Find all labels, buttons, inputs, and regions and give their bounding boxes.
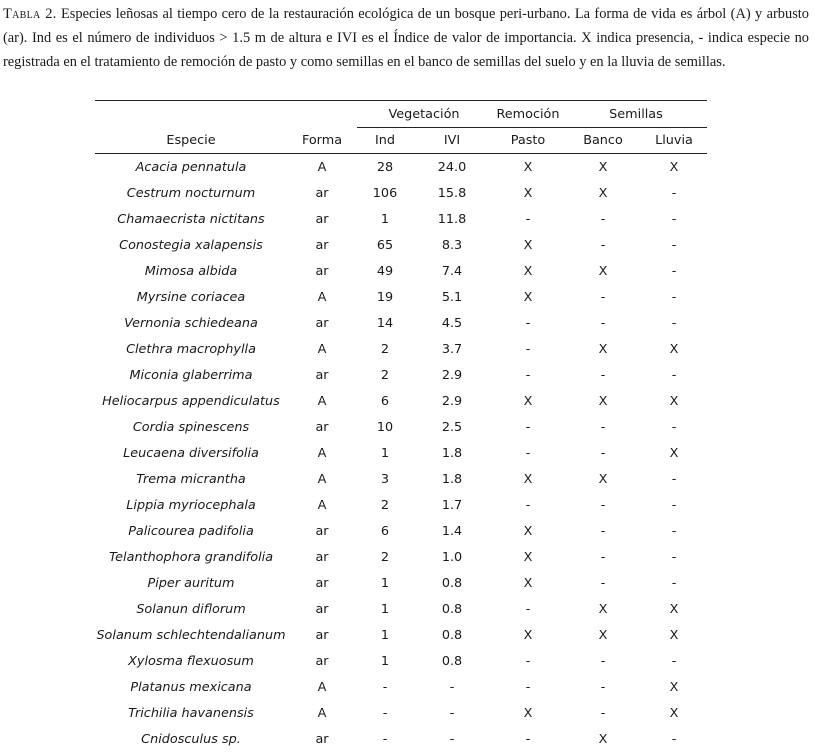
pasto-cell: - [491,492,565,518]
lluvia-cell: - [641,414,707,440]
banco-cell: X [565,466,641,492]
banco-cell: X [565,726,641,752]
table-row [95,414,707,440]
caption-label: Tabla 2. [3,6,57,22]
table-row [95,726,707,752]
ind-cell: 2 [357,544,413,570]
lluvia-cell: - [641,544,707,570]
lluvia-cell: X [641,336,707,362]
ind-cell: 28 [357,154,413,181]
lluvia-cell: - [641,726,707,752]
table-row [95,570,707,596]
table-row [95,674,707,700]
banco-cell: X [565,180,641,206]
table-row [95,284,707,310]
banco-cell: - [565,648,641,674]
ivi-cell: - [413,700,491,726]
forma-cell: ar [287,362,357,388]
forma-cell: A [287,336,357,362]
forma-cell: ar [287,310,357,336]
column-header-ivi: IVI [413,128,491,154]
ind-cell: 10 [357,414,413,440]
pasto-cell: - [491,336,565,362]
ind-cell: 19 [357,284,413,310]
forma-cell: ar [287,622,357,648]
banco-cell: - [565,544,641,570]
ivi-cell: 0.8 [413,648,491,674]
forma-cell: ar [287,206,357,232]
ivi-cell: 1.0 [413,544,491,570]
pasto-cell: - [491,362,565,388]
table-row [95,622,707,648]
species-cell: Chamaecrista nictitans [95,206,287,232]
lluvia-cell: - [641,466,707,492]
lluvia-cell: - [641,284,707,310]
table-row [95,596,707,622]
table-row [95,648,707,674]
table-row [95,544,707,570]
column-header-lluvia: Lluvia [641,128,707,154]
ivi-cell: 0.8 [413,622,491,648]
forma-cell: A [287,674,357,700]
lluvia-cell: - [641,570,707,596]
group-header-semillas: Semillas [565,101,707,128]
table-caption [3,2,809,74]
banco-cell: - [565,518,641,544]
table-row [95,492,707,518]
ivi-cell: 1.4 [413,518,491,544]
species-cell: Trichilia havanensis [95,700,287,726]
ivi-cell: 3.7 [413,336,491,362]
banco-cell: - [565,492,641,518]
forma-cell: ar [287,180,357,206]
ind-cell: 1 [357,206,413,232]
forma-cell: ar [287,648,357,674]
column-header-forma: Forma [287,128,357,154]
species-cell: Myrsine coriacea [95,284,287,310]
banco-cell: - [565,232,641,258]
species-cell: Solanun diflorum [95,596,287,622]
ind-cell: 3 [357,466,413,492]
banco-cell: - [565,570,641,596]
pasto-cell: X [491,284,565,310]
ind-cell: 106 [357,180,413,206]
ind-cell: - [357,674,413,700]
ivi-cell: 2.5 [413,414,491,440]
table-row [95,336,707,362]
lluvia-cell: - [641,492,707,518]
lluvia-cell: X [641,596,707,622]
species-cell: Telanthophora grandifolia [95,544,287,570]
forma-cell: ar [287,518,357,544]
pasto-cell: - [491,726,565,752]
ivi-cell: 7.4 [413,258,491,284]
pasto-cell: X [491,518,565,544]
species-cell: Platanus mexicana [95,674,287,700]
lluvia-cell: X [641,622,707,648]
pasto-cell: - [491,310,565,336]
pasto-cell: X [491,388,565,414]
forma-cell: ar [287,232,357,258]
forma-cell: ar [287,726,357,752]
lluvia-cell: X [641,388,707,414]
ind-cell: 1 [357,648,413,674]
lluvia-cell: - [641,648,707,674]
species-cell: Vernonia schiedeana [95,310,287,336]
ivi-cell: 11.8 [413,206,491,232]
column-header-banco: Banco [565,128,641,154]
ivi-cell: 0.8 [413,596,491,622]
lluvia-cell: X [641,674,707,700]
ind-cell: 6 [357,518,413,544]
ivi-cell: 0.8 [413,570,491,596]
banco-cell: - [565,674,641,700]
pasto-cell: X [491,258,565,284]
ind-cell: 14 [357,310,413,336]
ivi-cell: 1.7 [413,492,491,518]
species-cell: Heliocarpus appendiculatus [95,388,287,414]
forma-cell: A [287,284,357,310]
banco-cell: X [565,622,641,648]
species-cell: Cnidosculus sp. [95,726,287,752]
pasto-cell: - [491,440,565,466]
table-row [95,518,707,544]
table-row [95,466,707,492]
pasto-cell: X [491,700,565,726]
ind-cell: - [357,726,413,752]
pasto-cell: - [491,206,565,232]
species-cell: Acacia pennatula [95,154,287,181]
table-row [95,258,707,284]
table-row [95,362,707,388]
table-row [95,154,707,181]
species-cell: Trema micrantha [95,466,287,492]
species-cell: Palicourea padifolia [95,518,287,544]
banco-cell: X [565,336,641,362]
ivi-cell: 5.1 [413,284,491,310]
forma-cell: A [287,700,357,726]
species-table [95,100,707,752]
forma-cell: ar [287,258,357,284]
ind-cell: 1 [357,622,413,648]
species-cell: Xylosma flexuosum [95,648,287,674]
species-cell: Clethra macrophylla [95,336,287,362]
lluvia-cell: - [641,362,707,388]
lluvia-cell: - [641,232,707,258]
banco-cell: X [565,154,641,181]
ivi-cell: 15.8 [413,180,491,206]
forma-cell: A [287,440,357,466]
ind-cell: 1 [357,440,413,466]
lluvia-cell: - [641,310,707,336]
ivi-cell: 24.0 [413,154,491,181]
pasto-cell: - [491,414,565,440]
pasto-cell: X [491,180,565,206]
forma-cell: A [287,154,357,181]
species-cell: Miconia glaberrima [95,362,287,388]
ind-cell: 6 [357,388,413,414]
ind-cell: 1 [357,596,413,622]
group-header-vegetacion: Vegetación [357,101,491,128]
pasto-cell: - [491,674,565,700]
column-header-especie: Especie [95,128,287,154]
ivi-cell: 8.3 [413,232,491,258]
forma-cell: ar [287,570,357,596]
ivi-cell: - [413,726,491,752]
table-row [95,388,707,414]
forma-cell: ar [287,596,357,622]
ivi-cell: - [413,674,491,700]
species-cell: Leucaena diversifolia [95,440,287,466]
ind-cell: - [357,700,413,726]
pasto-cell: X [491,544,565,570]
ivi-cell: 2.9 [413,388,491,414]
group-header-remocion: Remoción [491,101,565,128]
pasto-cell: X [491,622,565,648]
banco-cell: - [565,206,641,232]
pasto-cell: X [491,570,565,596]
banco-cell: - [565,310,641,336]
lluvia-cell: - [641,180,707,206]
table-row [95,232,707,258]
species-cell: Solanum schlechtendalianum [95,622,287,648]
table-row [95,310,707,336]
column-header-pasto: Pasto [491,128,565,154]
column-header-ind: Ind [357,128,413,154]
species-cell: Piper auritum [95,570,287,596]
forma-cell: ar [287,414,357,440]
ivi-cell: 1.8 [413,440,491,466]
species-cell: Cordia spinescens [95,414,287,440]
banco-cell: - [565,440,641,466]
forma-cell: A [287,466,357,492]
lluvia-cell: X [641,440,707,466]
table-row [95,180,707,206]
pasto-cell: X [491,466,565,492]
species-cell: Conostegia xalapensis [95,232,287,258]
table-row [95,440,707,466]
ivi-cell: 2.9 [413,362,491,388]
species-cell: Cestrum nocturnum [95,180,287,206]
pasto-cell: X [491,232,565,258]
banco-cell: - [565,362,641,388]
table-row [95,700,707,726]
lluvia-cell: - [641,518,707,544]
pasto-cell: - [491,648,565,674]
banco-cell: - [565,414,641,440]
table-row [95,206,707,232]
lluvia-cell: - [641,206,707,232]
banco-cell: X [565,388,641,414]
pasto-cell: X [491,154,565,181]
ind-cell: 2 [357,492,413,518]
ivi-cell: 4.5 [413,310,491,336]
ind-cell: 2 [357,362,413,388]
banco-cell: X [565,258,641,284]
table-body [95,154,707,752]
ind-cell: 65 [357,232,413,258]
banco-cell: - [565,700,641,726]
caption-text: Especies leñosas al tiempo cero de la restauración ecológica de un bosque peri-urbano. La forma de vida es árbol (A) y arbusto (ar). Ind es el número de individuos > 1.5 m de altura e IVI es el Índice de valor de importancia. X indica presencia, - indica especie no registrada en el tratamiento de remoción de pasto y como semillas en el banco de semillas del suelo y en la lluvia de semillas. [3,6,809,70]
ind-cell: 49 [357,258,413,284]
banco-cell: - [565,284,641,310]
species-cell: Mimosa albida [95,258,287,284]
ind-cell: 1 [357,570,413,596]
ind-cell: 2 [357,336,413,362]
lluvia-cell: X [641,700,707,726]
forma-cell: ar [287,544,357,570]
pasto-cell: - [491,596,565,622]
banco-cell: X [565,596,641,622]
lluvia-cell: X [641,154,707,181]
lluvia-cell: - [641,258,707,284]
ivi-cell: 1.8 [413,466,491,492]
forma-cell: A [287,388,357,414]
forma-cell: A [287,492,357,518]
species-cell: Lippia myriocephala [95,492,287,518]
